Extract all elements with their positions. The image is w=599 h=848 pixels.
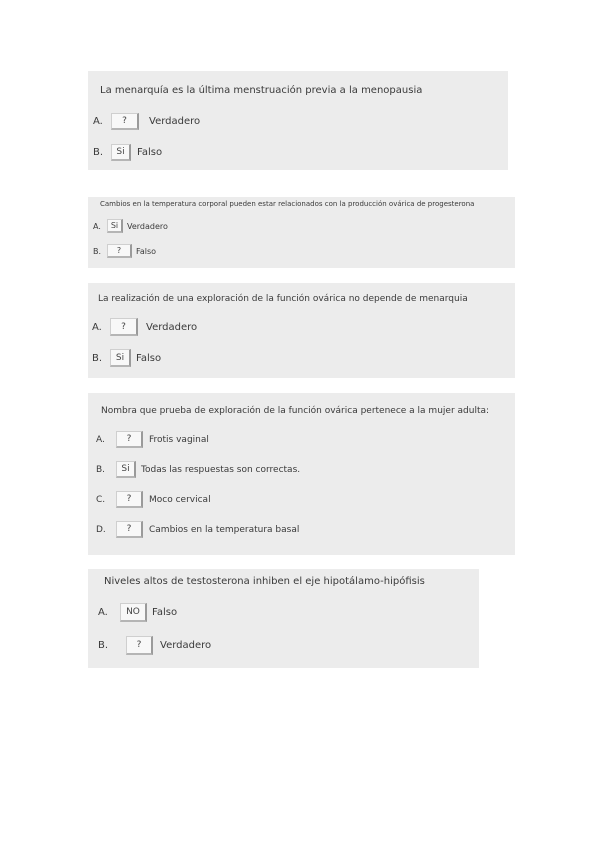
- option-letter: A.: [98, 607, 108, 618]
- option-letter: B.: [96, 464, 106, 475]
- option-letter: A.: [96, 434, 105, 445]
- option-b: [98, 636, 211, 655]
- question-stem: La realización de una exploración de la función ovárica no depende de menarquia: [98, 294, 468, 304]
- option-letter: C.: [96, 494, 106, 505]
- option-b: [96, 461, 300, 478]
- option-text: Verdadero: [146, 321, 198, 333]
- option-text: Falso: [136, 352, 162, 364]
- answer-box[interactable]: ?: [116, 491, 143, 508]
- answer-box[interactable]: Si: [116, 461, 136, 478]
- option-b: [93, 144, 162, 161]
- option-b: [93, 244, 156, 258]
- question-card-1: [88, 71, 508, 170]
- answer-box[interactable]: Si: [111, 144, 131, 161]
- option-text: Falso: [152, 607, 178, 618]
- option-a: [98, 603, 177, 622]
- answer-box[interactable]: NO: [120, 603, 147, 622]
- question-card-4: [88, 393, 515, 555]
- option-a: [96, 431, 209, 448]
- option-b: [92, 349, 161, 367]
- question-stem: La menarquía es la última menstruación previa a la menopausia: [100, 85, 423, 96]
- option-text: Todas las respuestas son correctas.: [141, 464, 301, 475]
- option-letter: A.: [93, 116, 103, 127]
- answer-box[interactable]: ?: [111, 113, 139, 130]
- question-card-5: [88, 569, 479, 668]
- option-text: Cambios en la temperatura basal: [149, 524, 300, 535]
- option-a: [93, 113, 200, 130]
- option-letter: B.: [93, 147, 104, 158]
- answer-box[interactable]: ?: [116, 431, 143, 448]
- option-d: [96, 521, 299, 538]
- answer-box[interactable]: ?: [126, 636, 153, 655]
- option-text: Falso: [136, 246, 157, 256]
- option-a: [93, 219, 168, 233]
- answer-box[interactable]: ?: [110, 318, 138, 336]
- option-a: [92, 318, 197, 336]
- question-card-2: [88, 197, 515, 268]
- option-text: Verdadero: [160, 640, 212, 651]
- answer-box[interactable]: Si: [110, 349, 131, 367]
- answer-box[interactable]: ?: [116, 521, 143, 538]
- question-card-3: [88, 283, 515, 378]
- question-stem: Niveles altos de testosterona inhiben el eje hipotálamo-hipófisis: [104, 576, 425, 587]
- option-letter: B.: [93, 246, 102, 256]
- option-text: Falso: [137, 147, 163, 158]
- option-letter: D.: [96, 524, 106, 535]
- option-text: Verdadero: [127, 221, 168, 231]
- option-letter: B.: [92, 352, 103, 364]
- option-text: Frotis vaginal: [149, 434, 209, 445]
- answer-box[interactable]: ?: [107, 244, 132, 258]
- option-letter: A.: [93, 221, 101, 231]
- option-text: Verdadero: [149, 116, 201, 127]
- question-stem: Nombra que prueba de exploración de la función ovárica pertenece a la mujer adulta:: [101, 406, 490, 416]
- option-letter: A.: [92, 321, 102, 333]
- option-text: Moco cervical: [149, 494, 211, 505]
- option-letter: B.: [98, 640, 109, 651]
- answer-box[interactable]: Si: [107, 219, 123, 233]
- option-c: [96, 491, 211, 508]
- question-stem: Cambios en la temperatura corporal pueden estar relacionados con la producción ovárica de progesterona: [100, 200, 475, 208]
